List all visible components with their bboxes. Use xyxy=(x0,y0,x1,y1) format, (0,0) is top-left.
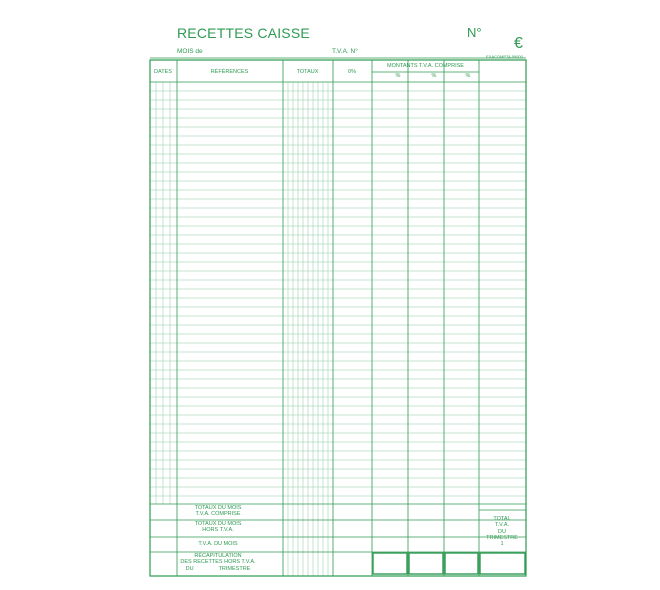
footer-recap-line1: RÉCAPITULATION xyxy=(194,553,242,559)
footer-totaux-ttc xyxy=(177,505,259,518)
trimestre-box xyxy=(409,553,443,574)
mois-label: MOIS de xyxy=(177,48,203,55)
header-percent-3: % xyxy=(465,73,471,79)
header-percent-1: % xyxy=(395,73,401,79)
header-totaux: TOTAUX xyxy=(296,69,319,75)
footer-tva-du-mois: T.V.A. DU MOIS xyxy=(198,541,238,547)
euro-icon: € xyxy=(514,35,523,52)
footer-recap-trimestre: TRIMESTRE xyxy=(218,565,251,572)
header-zero-percent: 0% xyxy=(348,69,356,75)
total-line2: T.V.A. xyxy=(494,522,510,529)
footer-recap-line3 xyxy=(165,566,271,572)
numero-label: N° xyxy=(467,25,482,40)
footer-total-tva-trimestre xyxy=(480,516,524,548)
footer-totaux-ttc-line1: TOTAUX DU MOIS xyxy=(194,505,242,511)
total-line4: TRIMESTRE xyxy=(486,534,518,541)
footer-recapitulation xyxy=(165,553,271,572)
header-dates: DATES xyxy=(154,69,172,75)
total-line5: 1 xyxy=(500,541,504,548)
footer-totaux-ht-line2: HORS T.V.A. xyxy=(202,527,234,534)
total-line1: TOTAL xyxy=(493,516,511,522)
header-percent-2: % xyxy=(431,73,437,79)
footer-recap-line2: DES RECETTES HORS T.V.A. xyxy=(180,559,256,566)
footer-recap-du: DU xyxy=(185,565,194,572)
trimestre-box xyxy=(445,553,478,574)
tva-number-label: T.V.A. N° xyxy=(332,48,358,55)
trimestre-box xyxy=(480,553,525,574)
table-border xyxy=(150,60,526,576)
header-references: RÉFÉRENCES xyxy=(210,69,249,75)
form-title: RECETTES CAISSE xyxy=(177,25,310,41)
reference-code: EXACOMPTA 59000 xyxy=(486,54,523,59)
footer-totaux-ht-line1: TOTAUX DU MOIS xyxy=(194,521,242,527)
total-line3: DU xyxy=(498,528,506,535)
footer-totaux-ttc-line2: T.V.A. COMPRISE xyxy=(195,511,241,518)
header-montants: MONTANTS T.V.A. COMPRISE xyxy=(387,63,464,69)
trimestre-box xyxy=(373,553,407,574)
footer-totaux-ht xyxy=(177,521,259,534)
